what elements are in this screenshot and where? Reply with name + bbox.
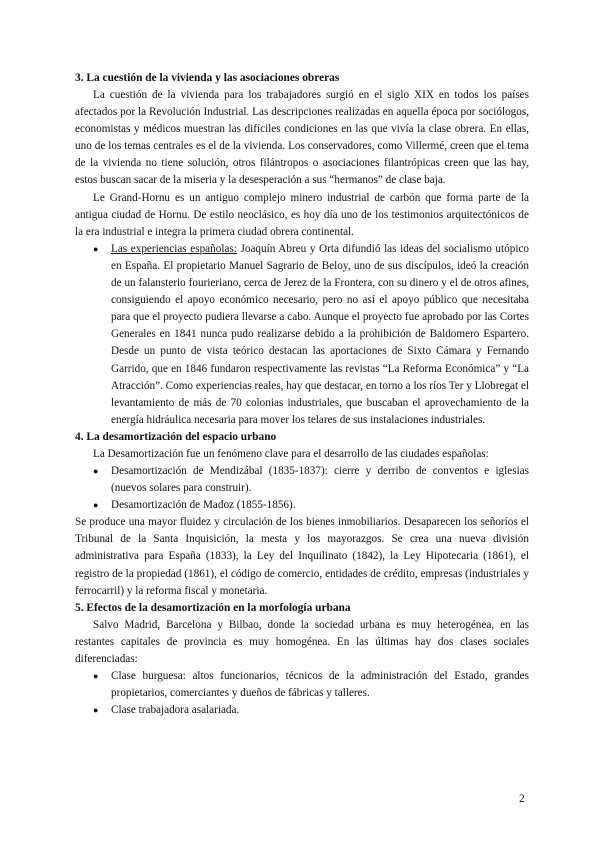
- list-item: [93, 463, 529, 497]
- bullet-text: Clase burguesa: altos funcionarios, técnicos de la administración del Estado, grandes propietarios, comerciantes y dueños de fábricas y talleres.: [111, 670, 529, 700]
- section-3-heading: 3. La cuestión de la vivienda y las asociaciones obreras: [75, 72, 340, 84]
- bullet-icon: ●: [93, 705, 99, 716]
- bullet-icon: ●: [93, 500, 99, 511]
- list-item: [93, 497, 529, 514]
- list-item: [93, 241, 529, 429]
- section-4-heading: 4. La desamortización del espacio urbano: [75, 430, 277, 443]
- section-4-bullet-list: [75, 463, 529, 514]
- section-3-paragraph-1: La cuestión de la vivienda para los trabajadores surgió en el siglo XIX en todos los países afectados por la Revolución Industrial. Las descripciones realizadas en aquella época por sociólogos, economistas y médicos muestran las difíciles condiciones en las que vivía la clase obrera. En ellas, uno de los temas centrales es el de la vivienda. Los conservadores, como Villermé, creen que el tema de la vivienda no tiene solución, otros filántropos o asociaciones filantrópicas creen que las hay, estos buscan sacar de la miseria y la desesperación a sus “hermanos” de clase baja.: [75, 89, 529, 187]
- bullet-label: Las experiencias españolas:: [111, 242, 237, 255]
- bullet-text: Desamortización de Mendizábal (1835-1837): cierre y derribo de conventos e iglesias (nuevos solares para construir).: [111, 464, 529, 495]
- section-5-paragraph-1: Salvo Madrid, Barcelona y Bilbao, donde la sociedad urbana es muy heterogénea, en las restantes capitales de provincia es muy homogénea. En las últimas hay dos clases sociales diferenciadas:: [75, 618, 529, 665]
- list-item: [93, 668, 529, 702]
- section-4-paragraph-1: La Desamortización fue un fenómeno clave para el desarrollo de las ciudades españolas:: [93, 447, 489, 460]
- list-item: [93, 702, 529, 719]
- bullet-text: Desamortización de Madoz (1855-1856).: [111, 499, 296, 512]
- bullet-icon: ●: [93, 243, 99, 254]
- section-3-bullet-list: [75, 241, 529, 429]
- section-5-heading: 5. Efectos de la desamortización en la morfología urbana: [75, 601, 351, 614]
- bullet-icon: ●: [93, 465, 99, 476]
- page-number: 2: [519, 793, 525, 805]
- bullet-text: Clase trabajadora asalariada.: [111, 704, 240, 717]
- bullet-icon: ●: [93, 671, 99, 681]
- section-4-paragraph-2: Se produce una mayor fluidez y circulación de los bienes inmobiliarios. Desaparecen los señoríos el Tribunal de la Santa Inquisición, la mesta y los mayorazgos. Se crea una nueva división administrativa para España (1833), la Ley del Inquilinato (1842), la Ley Hipotecaria (1861), el registro de la propiedad (1861), el código de comercio, entidades de crédito, empresas (industriales y ferrocarril) y la reforma fiscal y monetaria.: [75, 516, 529, 597]
- bullet-text: Joaquín Abreu y Orta difundió las ideas del socialismo utópico en España. El propietario Manuel Sagrario de Beloy, uno de sus discípulos, ideó la creación de un falansterio fourieriano, cerca de Jerez de la Frontera, con su dinero y el de otros afines, consiguiendo el apoyo económico necesario, pero no así el apoyo público que necesitaba para que el proyecto pudiera llevarse a cabo. Aunque el proyecto fue aprobado por las Cortes Generales en 1841 nunca pudo realizarse debido a la prohibición de Baldomero Espartero. Desde un punto de vista teórico destacan las aportaciones de Sixto Cámara y Fernando Garrido, que en 1846 fundaron respectivamente las revistas “La Reforma Económica” y “La Atracción”. Como experiencias reales, hay que destacar, en torno a los ríos Ter y Llobregat el levantamiento de más de 70 colonias industriales, que buscaban el aprovechamiento de la energía hidráulica necesaria para mover los telares de sus instalaciones industriales.: [111, 242, 529, 426]
- document-page: [75, 70, 529, 719]
- section-5-bullet-list: [75, 668, 529, 719]
- section-3-paragraph-2: Le Grand-Hornu es un antiguo complejo minero industrial de carbón que forma parte de la antigua ciudad de Hornu. De estilo neoclásico, es hoy día uno de los testimonios arquitectónicos de la era industrial e integra la primera ciudad obrera continental.: [75, 191, 529, 238]
